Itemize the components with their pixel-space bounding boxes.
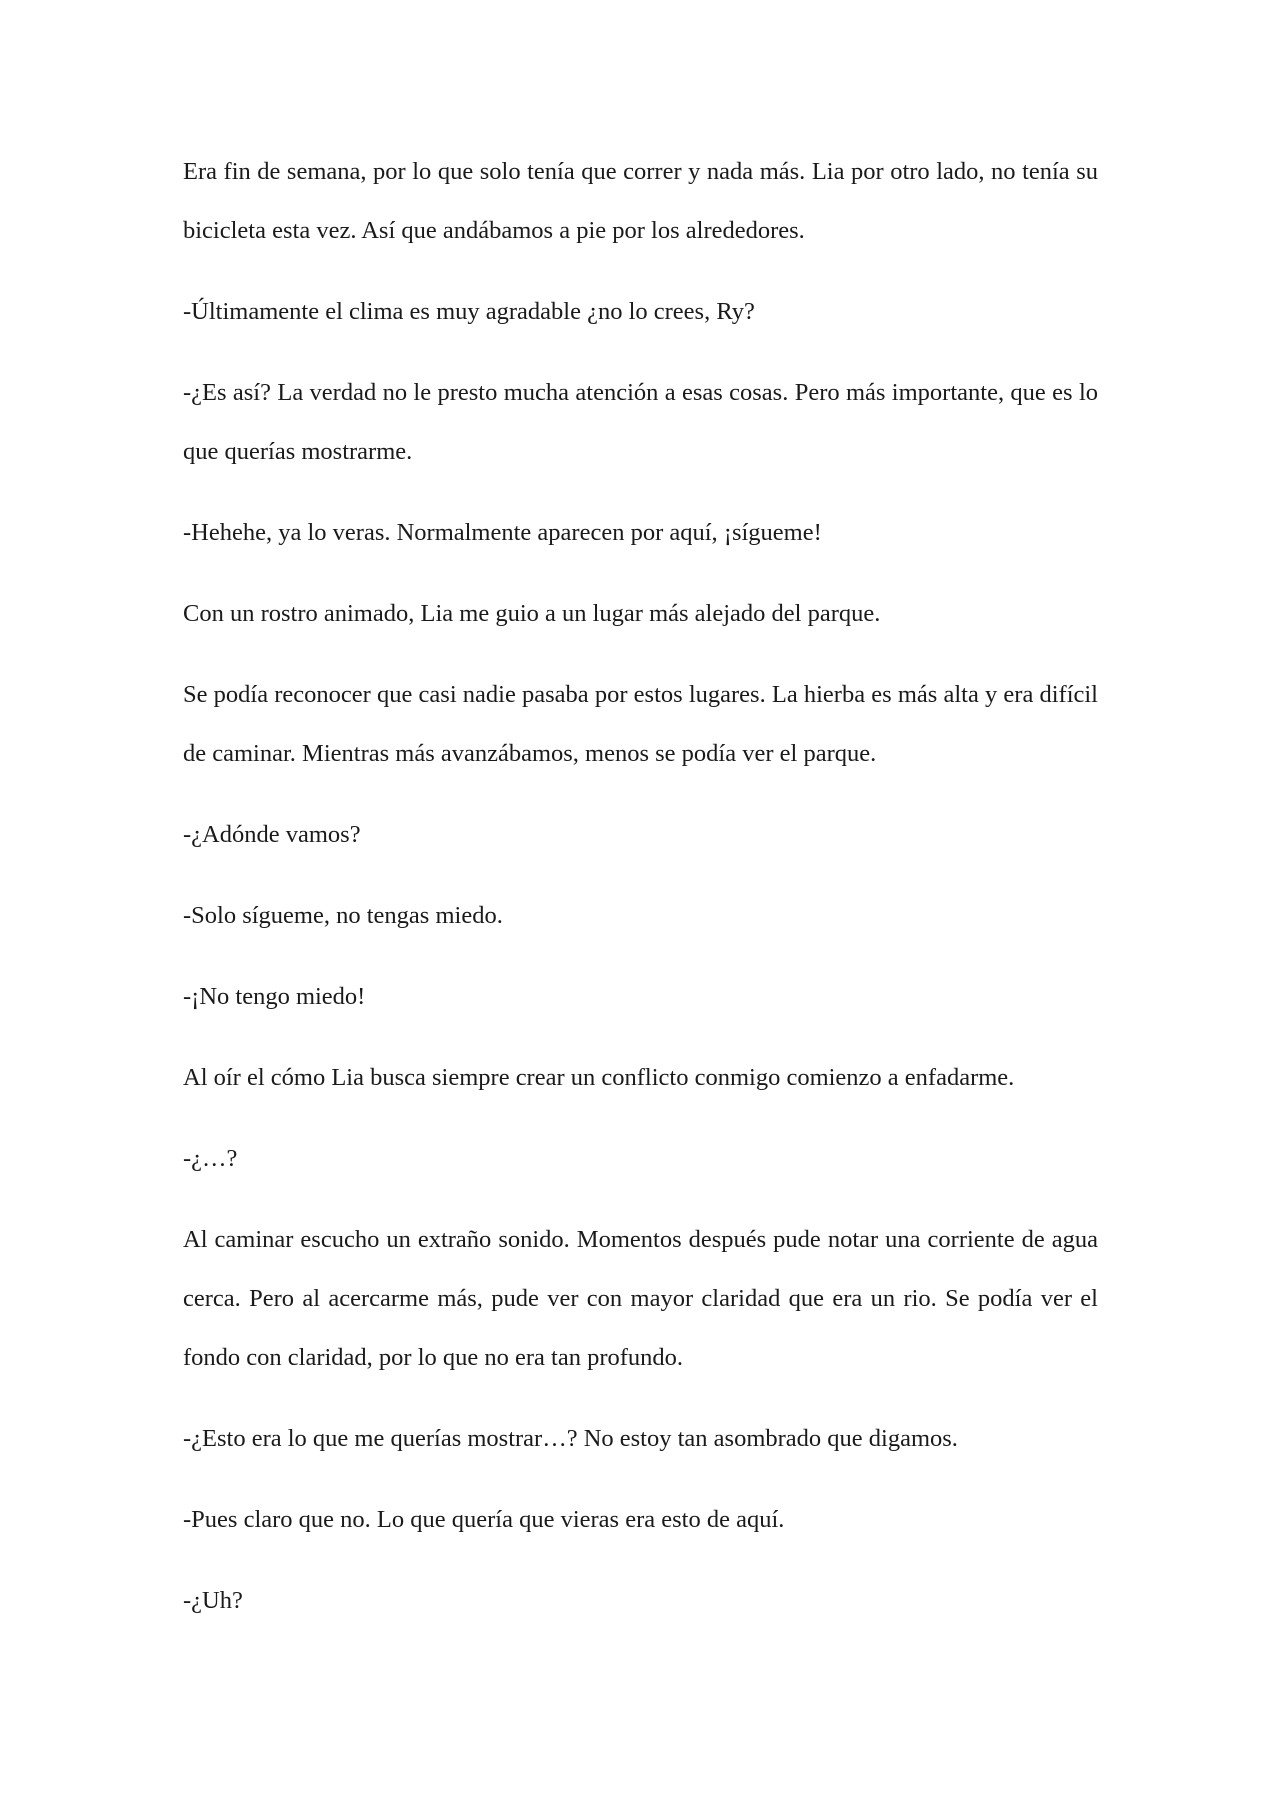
dialogue-line: -¿Esto era lo que me querías mostrar…? No estoy tan asombrado que digamos. [183, 1425, 958, 1452]
dialogue-line: -¿…? [183, 1145, 238, 1172]
paragraph: Se podía reconocer que casi nadie pasaba por estos lugares. La hierba es más alta y era difícil de caminar. Mientras más avanzábamos, menos se podía ver el parque. [183, 681, 1098, 767]
paragraph: Era fin de semana, por lo que solo tenía que correr y nada más. Lia por otro lado, no tenía su bicicleta esta vez. Así que andábamos a pie por los alrededores. [183, 158, 1098, 244]
paragraph: Con un rostro animado, Lia me guio a un lugar más alejado del parque. [183, 600, 881, 627]
dialogue-line: -¡No tengo miedo! [183, 983, 366, 1010]
paragraph: Al oír el cómo Lia busca siempre crear un conflicto conmigo comienzo a enfadarme. [183, 1064, 1015, 1091]
dialogue-line: -Últimamente el clima es muy agradable ¿no lo crees, Ry? [183, 298, 755, 325]
text-body [183, 142, 1098, 1652]
dialogue-line: -¿Es así? La verdad no le presto mucha atención a esas cosas. Pero más importante, que es lo que querías mostrarme. [183, 379, 1098, 465]
dialogue-line: -¿Adónde vamos? [183, 821, 361, 848]
dialogue-line: -¿Uh? [183, 1587, 243, 1614]
dialogue-line: -Hehehe, ya lo veras. Normalmente aparecen por aquí, ¡sígueme! [183, 519, 822, 546]
paragraph: Al caminar escucho un extraño sonido. Momentos después pude notar una corriente de agua cerca. Pero al acercarme más, pude ver con mayor claridad que era un rio. Se podía ver el fondo con claridad, por lo que no era tan profundo. [183, 1226, 1098, 1371]
dialogue-line: -Pues claro que no. Lo que quería que vieras era esto de aquí. [183, 1506, 785, 1533]
dialogue-line: -Solo sígueme, no tengas miedo. [183, 902, 503, 929]
